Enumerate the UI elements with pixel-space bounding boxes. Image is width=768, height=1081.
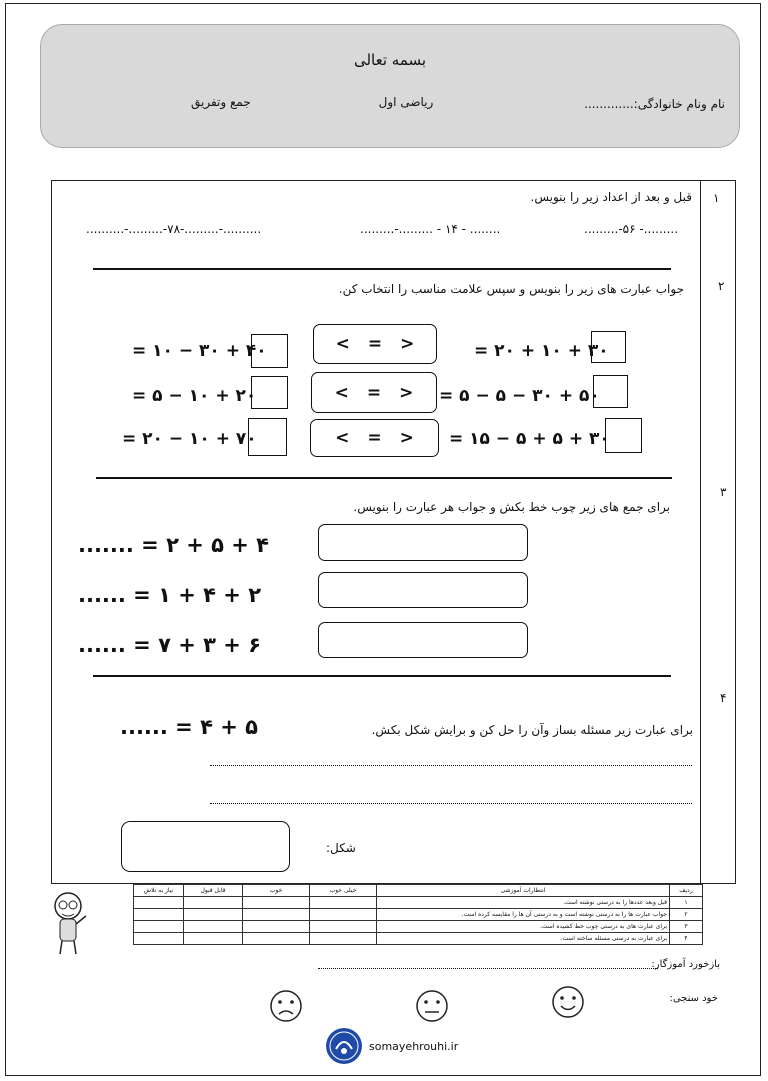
rubric-cell[interactable] — [134, 897, 184, 909]
greater-than-symbol[interactable]: > — [400, 334, 415, 354]
q3-row1-tally-box[interactable] — [318, 524, 528, 561]
topic-label: جمع وتفریق — [191, 95, 251, 109]
rubric-cell[interactable] — [243, 933, 310, 945]
q4-shape-box[interactable] — [121, 821, 290, 872]
q2-row1-left-expr: ۴۰ + ۳۰ − ۱۰ = — [132, 341, 267, 361]
q4-shape-label: شکل: — [326, 841, 356, 855]
rubric-row-text: برای عبارت به درستی مسئله ساخته است. — [377, 933, 670, 945]
q2-row3-right-answer-box[interactable] — [605, 418, 642, 453]
teacher-feedback-line[interactable] — [318, 968, 658, 969]
less-than-symbol[interactable]: < — [335, 334, 350, 354]
q2-row1-right-expr: ۳۰ + ۱۰ + ۲۰ = — [474, 341, 609, 361]
rubric-row-text: قبل وبعد عددها را به درستی نوشته است. — [377, 897, 670, 909]
q2-row3-left-expr: ۷۰ + ۱۰ − ۲۰ = — [122, 429, 257, 449]
rubric-cell[interactable] — [310, 933, 377, 945]
less-than-symbol[interactable]: < — [335, 428, 350, 448]
rubric-table — [133, 884, 703, 945]
question-number-divider — [700, 180, 701, 884]
rubric-row-text: برای عبارت های به درستی چوب خط کشیده است. — [377, 921, 670, 933]
rubric-row-num: ۳ — [670, 921, 703, 933]
equals-symbol[interactable]: = — [367, 334, 383, 354]
rubric-row-num: ۱ — [670, 897, 703, 909]
table-row — [134, 897, 703, 909]
rubric-header-row — [134, 885, 703, 897]
q3-row1-expr: ۴ + ۵ + ۲ = ....... — [78, 533, 269, 557]
divider-2 — [96, 477, 672, 479]
rubric-header-good: خوب — [243, 885, 310, 897]
rubric-header-needs-effort: نیاز به تلاش — [134, 885, 184, 897]
rubric-header-expectations: انتظارات آموزشی — [377, 885, 670, 897]
rubric-cell[interactable] — [243, 909, 310, 921]
student-name-field: نام ونام خانوادگی:............. — [584, 97, 725, 111]
q4-answer-line-1[interactable] — [210, 765, 692, 766]
website-url[interactable]: somayehrouhi.ir — [369, 1040, 459, 1053]
table-row — [134, 921, 703, 933]
rubric-header-acceptable: قابل قبول — [184, 885, 243, 897]
rubric-row-text: جواب عبارت ها را به درستی نوشته است و به درستی آن ها را مقایسه کرده است. — [377, 909, 670, 921]
q1-blank-14: ........ - ۱۴ - .........-......... — [360, 222, 501, 236]
rubric-cell[interactable] — [310, 897, 377, 909]
q2-instruction: جواب عبارت های زیر را بنویس و سپس علامت مناسب را انتخاب کن. — [338, 282, 684, 296]
table-row — [134, 909, 703, 921]
q4-expression: ۵ + ۴ = ...... — [120, 715, 258, 739]
q2-row1-symbol-choice[interactable] — [313, 324, 437, 364]
neutral-face-icon[interactable] — [415, 989, 449, 1023]
rubric-row-num: ۴ — [670, 933, 703, 945]
equals-symbol[interactable]: = — [366, 382, 382, 403]
less-than-symbol[interactable]: < — [334, 382, 349, 403]
q4-answer-line-2[interactable] — [210, 803, 692, 804]
q2-row3-right-expr: ۳۰ + ۵ + ۵ − ۱۵ = — [449, 429, 610, 449]
header-banner — [40, 24, 740, 148]
greater-than-symbol[interactable]: > — [399, 428, 414, 448]
sad-face-icon[interactable] — [269, 989, 303, 1023]
rubric-cell[interactable] — [310, 921, 377, 933]
divider-1 — [93, 268, 671, 270]
q2-row2-right-answer-box[interactable] — [593, 375, 628, 408]
page-title: بسمه تعالی — [353, 51, 427, 69]
rubric-cell[interactable] — [134, 909, 184, 921]
rubric-cell[interactable] — [184, 909, 243, 921]
rubric-row-num: ۲ — [670, 909, 703, 921]
q2-row2-left-answer-box[interactable] — [251, 376, 288, 409]
rubric-header-very-good: خیلی خوب — [310, 885, 377, 897]
rubric-cell[interactable] — [243, 897, 310, 909]
q4-instruction: برای عبارت زیر مسئله بساز وآن را حل کن و برایش شکل بکش. — [371, 723, 693, 737]
q1-instruction: قبل و بعد از اعداد زیر را بنویس. — [530, 190, 692, 204]
rubric-cell[interactable] — [134, 933, 184, 945]
q3-row3-tally-box[interactable] — [318, 622, 528, 658]
rubric-cell[interactable] — [134, 921, 184, 933]
rubric-cell[interactable] — [184, 897, 243, 909]
rubric-cell[interactable] — [184, 933, 243, 945]
q2-row2-right-expr: ۵۰ + ۳۰ − ۵ − ۵ = — [439, 386, 600, 406]
rubric-header-row-num: ردیف — [670, 885, 703, 897]
q3-row3-expr: ۶ + ۳ + ۷ = ...... — [78, 633, 262, 657]
q3-instruction: برای جمع های زیر چوب خط بکش و جواب هر عبارت را بنویس. — [353, 500, 670, 514]
q2-row2-left-expr: ۲۰ + ۱۰ − ۵ = — [132, 386, 257, 406]
rubric-cell[interactable] — [243, 921, 310, 933]
q3-row2-tally-box[interactable] — [318, 572, 528, 608]
site-logo-icon — [325, 1027, 363, 1065]
q1-blank-56: .........- ۵۶-......... — [584, 222, 679, 236]
question-number-3: ۳ — [720, 485, 727, 499]
divider-3 — [93, 675, 671, 677]
rubric-cell[interactable] — [310, 909, 377, 921]
happy-face-icon[interactable] — [551, 985, 585, 1019]
equals-symbol[interactable]: = — [367, 428, 382, 448]
greater-than-symbol[interactable]: > — [399, 382, 414, 403]
table-row — [134, 933, 703, 945]
question-number-1: ۱ — [713, 191, 720, 205]
q1-blank-78: ..........-.........-۷۸-.........-.......... — [86, 222, 262, 236]
q3-row2-expr: ۲ + ۴ + ۱ = ...... — [78, 583, 262, 607]
q2-row1-left-answer-box[interactable] — [251, 334, 288, 368]
q2-row3-left-answer-box[interactable] — [248, 418, 287, 456]
teacher-feedback-label: بازخورد آموزگار: — [651, 959, 720, 970]
question-number-4: ۴ — [720, 691, 727, 705]
q2-row3-symbol-choice[interactable] — [310, 419, 439, 457]
q2-row2-symbol-choice[interactable] — [311, 372, 437, 413]
self-assessment-label: خود سنجی: — [669, 993, 718, 1004]
question-number-2: ۲ — [718, 279, 725, 293]
student-cartoon-icon — [48, 888, 96, 958]
rubric-cell[interactable] — [184, 921, 243, 933]
subject-label: ریاضی اول — [378, 95, 434, 109]
